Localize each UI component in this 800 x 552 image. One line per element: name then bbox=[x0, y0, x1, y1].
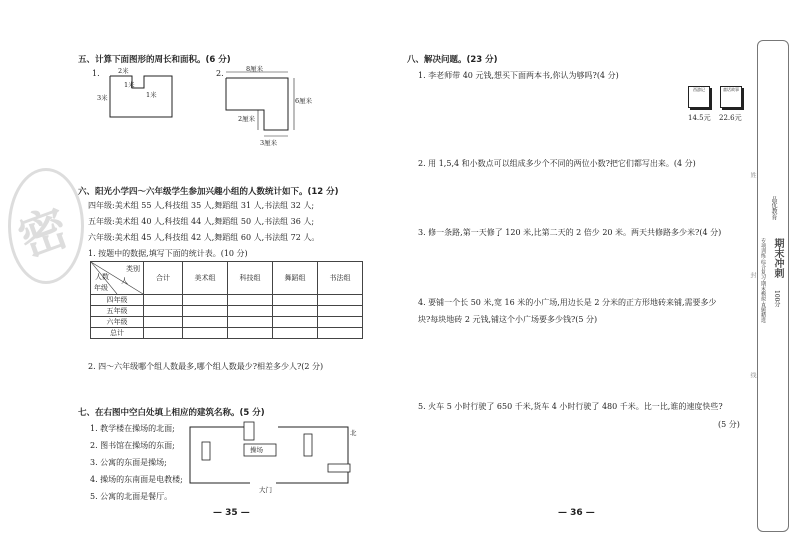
data-line-grade5: 五年级:美术组 40 人,科技组 44 人,舞蹈组 50 人,书法组 36 人; bbox=[88, 217, 315, 226]
table-cell[interactable] bbox=[318, 317, 363, 328]
figure-1-outline bbox=[110, 76, 172, 117]
table-row bbox=[91, 317, 363, 328]
section-7-item-5: 5. 公寓的北面是餐厅。 bbox=[90, 492, 173, 501]
table-header-cell: 合计 bbox=[144, 262, 183, 295]
table-cell[interactable] bbox=[318, 295, 363, 306]
table-cell[interactable] bbox=[273, 306, 318, 317]
table-cell[interactable] bbox=[183, 317, 228, 328]
map-gate-label: 大门 bbox=[259, 486, 272, 494]
table-cell[interactable] bbox=[228, 317, 273, 328]
question-4-line-1: 4. 要铺一个长 50 米,宽 16 米的小广场,用边长是 2 分米的正方形地砖来铺,需要多少 bbox=[418, 298, 717, 307]
table-header-cell: 书法组 bbox=[318, 262, 363, 295]
table-cell[interactable] bbox=[228, 328, 273, 339]
table-header-cell: 美术组 bbox=[183, 262, 228, 295]
campus-map bbox=[188, 420, 363, 490]
section-6-question-1: 1. 按题中的数据,填写下面的统计表。(10 分) bbox=[88, 249, 248, 258]
book-2-price: 22.6元 bbox=[719, 114, 742, 122]
corner-label-category: 类别 bbox=[126, 265, 140, 273]
figure-2-bottom-label: 3厘米 bbox=[260, 139, 278, 147]
question-5: 5. 火车 5 小时行驶了 650 千米,货车 4 小时行驶了 480 千米。比一比,谁的速度快些? bbox=[418, 402, 723, 411]
figure-1-mid-label: 1米 bbox=[124, 81, 135, 89]
map-north-label: 北 bbox=[350, 429, 357, 437]
section-7-item-1: 1. 教学楼在操场的北面; bbox=[90, 424, 175, 433]
table-corner-cell bbox=[91, 262, 144, 295]
table-row-label: 六年级 bbox=[91, 317, 144, 328]
corner-label-count: 人数 bbox=[95, 273, 109, 281]
book-2-cover: 童话故事 bbox=[723, 87, 739, 92]
page-number-left: — 35 — bbox=[213, 508, 250, 518]
question-3: 3. 修一条路,第一天修了 120 米,比第二天的 2 倍少 20 米。两天共修路多少米?(4 分) bbox=[418, 228, 722, 237]
table-cell[interactable] bbox=[273, 317, 318, 328]
question-1: 1. 李老师带 40 元钱,想买下面两本书,你认为够吗?(4 分) bbox=[418, 71, 619, 80]
figure-1-top-label: 2米 bbox=[118, 67, 129, 75]
sidebar-field-2: 封 bbox=[749, 272, 756, 278]
table-cell[interactable] bbox=[183, 328, 228, 339]
data-line-grade6: 六年级:美术组 45 人,科技组 42 人,舞蹈组 60 人,书法组 72 人。 bbox=[88, 233, 320, 242]
table-row bbox=[91, 295, 363, 306]
building-north bbox=[244, 422, 254, 440]
book-2 bbox=[720, 86, 742, 108]
table-header-cell: 科技组 bbox=[228, 262, 273, 295]
sidebar-field-1: 姓 bbox=[749, 172, 756, 178]
section-7-item-3: 3. 公寓的东面是操场; bbox=[90, 458, 167, 467]
figure-2-number: 2. bbox=[216, 69, 224, 78]
page-number-right: — 36 — bbox=[558, 508, 595, 518]
question-5-score: (5 分) bbox=[718, 420, 740, 429]
statistics-table bbox=[90, 261, 363, 339]
section-5-title: 五、计算下面图形的周长和面积。(6 分) bbox=[78, 55, 231, 65]
section-6-question-2: 2. 四～六年级哪个组人数最多,哪个组人数最少?相差多少人?(2 分) bbox=[88, 362, 324, 371]
table-row-label: 五年级 bbox=[91, 306, 144, 317]
table-cell[interactable] bbox=[183, 306, 228, 317]
table-cell[interactable] bbox=[144, 328, 183, 339]
question-4-line-2: 块?每块地砖 2 元钱,铺这个小广场要多少钱?(5 分) bbox=[418, 315, 598, 324]
section-7-item-4: 4. 操场的东南面是电教楼; bbox=[90, 475, 183, 484]
figure-1-diagram bbox=[96, 62, 186, 122]
corner-label-grade: 年级 bbox=[94, 284, 108, 292]
building-southeast bbox=[328, 464, 350, 472]
table-row bbox=[91, 328, 363, 339]
table-cell[interactable] bbox=[228, 295, 273, 306]
sidebar-brand-sub: 100分 bbox=[773, 290, 780, 308]
figure-1-side-label: 3米 bbox=[97, 94, 108, 102]
section-8-title: 八、解决问题。(23 分) bbox=[407, 55, 498, 65]
building-west bbox=[202, 442, 210, 460]
section-7-title: 七、在右图中空白处填上相应的建筑名称。(5 分) bbox=[78, 408, 265, 418]
sidebar-publisher: 品优教育 bbox=[770, 196, 777, 220]
table-row-label: 总计 bbox=[91, 328, 144, 339]
table-cell[interactable] bbox=[183, 295, 228, 306]
section-6-title: 六、阳光小学四～六年级学生参加兴趣小组的人数统计如下。(12 分) bbox=[78, 187, 339, 197]
section-7-item-2: 2. 图书馆在操场的东面; bbox=[90, 441, 175, 450]
map-playground-label: 操场 bbox=[250, 446, 263, 454]
book-1 bbox=[688, 86, 710, 108]
figure-1-number: 1. bbox=[92, 69, 100, 78]
figure-2-outline bbox=[226, 78, 288, 130]
table-cell[interactable] bbox=[228, 306, 273, 317]
table-row-label: 四年级 bbox=[91, 295, 144, 306]
table-cell[interactable] bbox=[144, 295, 183, 306]
figure-1-notch-label: 1米 bbox=[146, 91, 157, 99]
figure-2-notch-label: 2厘米 bbox=[238, 115, 256, 123]
sidebar-series: 专项训练·综合复习·期末模拟·真题精选 bbox=[760, 238, 766, 323]
table-cell[interactable] bbox=[273, 328, 318, 339]
table-header-cell: 舞蹈组 bbox=[273, 262, 318, 295]
table-cell[interactable] bbox=[273, 295, 318, 306]
question-2: 2. 用 1,5,4 和小数点可以组成多少个不同的两位小数?把它们都写出来。(4 分) bbox=[418, 159, 696, 168]
sidebar-field-3: 线 bbox=[749, 372, 756, 378]
building-east bbox=[304, 434, 312, 456]
figure-2-top-label: 8厘米 bbox=[246, 65, 264, 73]
table-cell[interactable] bbox=[144, 306, 183, 317]
table-row bbox=[91, 306, 363, 317]
figure-2-right-label: 6厘米 bbox=[295, 97, 313, 105]
table-cell[interactable] bbox=[144, 317, 183, 328]
data-line-grade4: 四年级:美术组 55 人,科技组 35 人,舞蹈组 31 人,书法组 32 人; bbox=[88, 201, 315, 210]
corner-label-person: 人 bbox=[121, 277, 128, 285]
table-cell[interactable] bbox=[318, 328, 363, 339]
book-1-price: 14.5元 bbox=[688, 114, 711, 122]
sidebar-brand: 期末冲刺 bbox=[772, 238, 783, 278]
table-header-row bbox=[91, 262, 363, 295]
watermark-stamp-char: 密 bbox=[11, 199, 76, 269]
table-cell[interactable] bbox=[318, 306, 363, 317]
book-1-cover: 西游记 bbox=[693, 87, 705, 92]
